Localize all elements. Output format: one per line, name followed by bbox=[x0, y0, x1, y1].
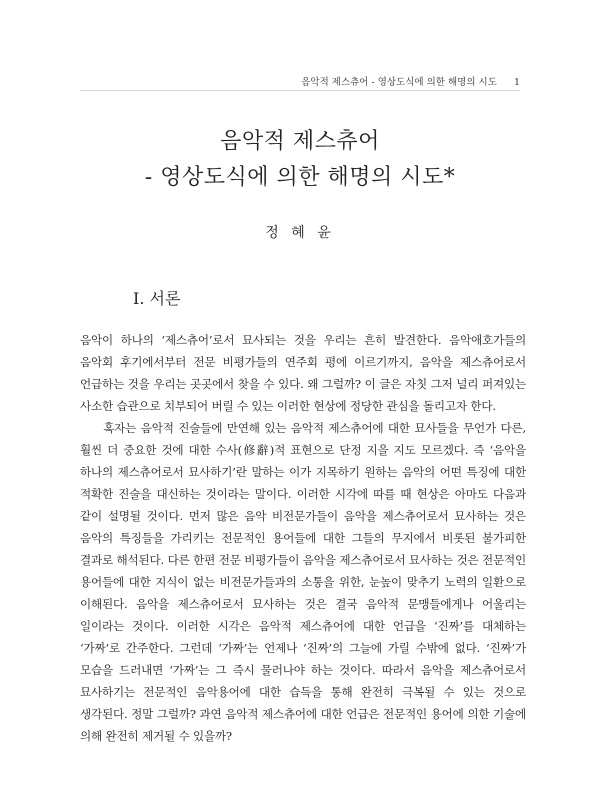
body-text bbox=[80, 329, 526, 747]
page-number: 1 bbox=[513, 77, 520, 88]
article-title-line2: - 영상도식에 의한 해명의 시도* bbox=[144, 165, 456, 190]
author-name: 정 혜 윤 bbox=[265, 225, 335, 241]
running-header bbox=[301, 74, 520, 88]
article-title bbox=[80, 124, 520, 196]
paragraph-2: 혹자는 음악적 진술들에 만연해 있는 음악적 제스츄어에 대한 묘사들을 무언가 다른, 훨씬 더 중요한 것에 대한 수사(修辭)적 표현으로 단정 지을 지도 모르겠다. 즉 ‘음악을 하나의 제스츄어로서 묘사하기’란 말하는 이가 지목하기 원하는 음악의 어떤 특징에 대한 적확한 진술을 대신하는 것이라는 말이다. 이러한 시각에 따를 때 현상은 아마도 다음과 같이 설명될 것이다. 먼저 많은 음악 비전문가들이 음악을 제스츄어로서 묘사하는 것은 음악의 특징들을 가리키는 전문적인 용어들에 대한 그들의 무지에서 비롯된 불가피한 결과로 해석된다. 다른 한편 전문 비평가들이 음악을 제스츄어로서 묘사하는 것은 전문적인 용어들에 대한 지식이 없는 비전문가들과의 소통을 위한, 눈높이 맞추기 노력의 일환으로 이해된다. 음악을 제스츄어로서 묘사하는 것은 결국 음악적 문맹들에게나 어울리는 일이라는 것이다. 이러한 시각은 음악적 제스츄어에 대한 언급을 ‘진짜’를 대체하는 ‘가짜’로 간주한다. 그런데 ‘가짜’는 언제나 ‘진짜’의 그늘에 가릴 수밖에 없다. ‘진짜’가 모습을 드러내면 ‘가짜’는 그 즉시 물러나야 하는 것이다. 따라서 음악을 제스츄어로서 묘사하기는 전문적인 음악용어에 대한 습득을 통해 완전히 극복될 수 있는 것으로 생각된다. 정말 그럴까? 과연 음악적 제스츄어에 대한 언급은 전문적인 용어에 의한 기술에 의해 완전히 제거될 수 있을까? bbox=[80, 421, 526, 743]
running-header-title: 음악적 제스츄어 - 영상도식에 의한 해명의 시도 bbox=[301, 77, 497, 88]
article-title-line1: 음악적 제스츄어 bbox=[220, 129, 380, 154]
paragraph-1: 음악이 하나의 ‘제스츄어’로서 묘사되는 것을 우리는 흔히 발견한다. 음악애호가들의 음악회 후기에서부터 전문 비평가들의 연주회 평에 이르기까지, 음악을 제스츄어로서 언급하는 것을 우리는 곳곳에서 찾을 수 있다. 왜 그럴까? 이 글은 자칫 그저 널리 퍼져있는 사소한 습관으로 치부되어 버릴 수 있는 이러한 현상에 정당한 관심을 돌리고자 한다. bbox=[80, 333, 526, 413]
header-rule bbox=[80, 90, 520, 91]
section-heading: I. 서론 bbox=[133, 289, 181, 308]
